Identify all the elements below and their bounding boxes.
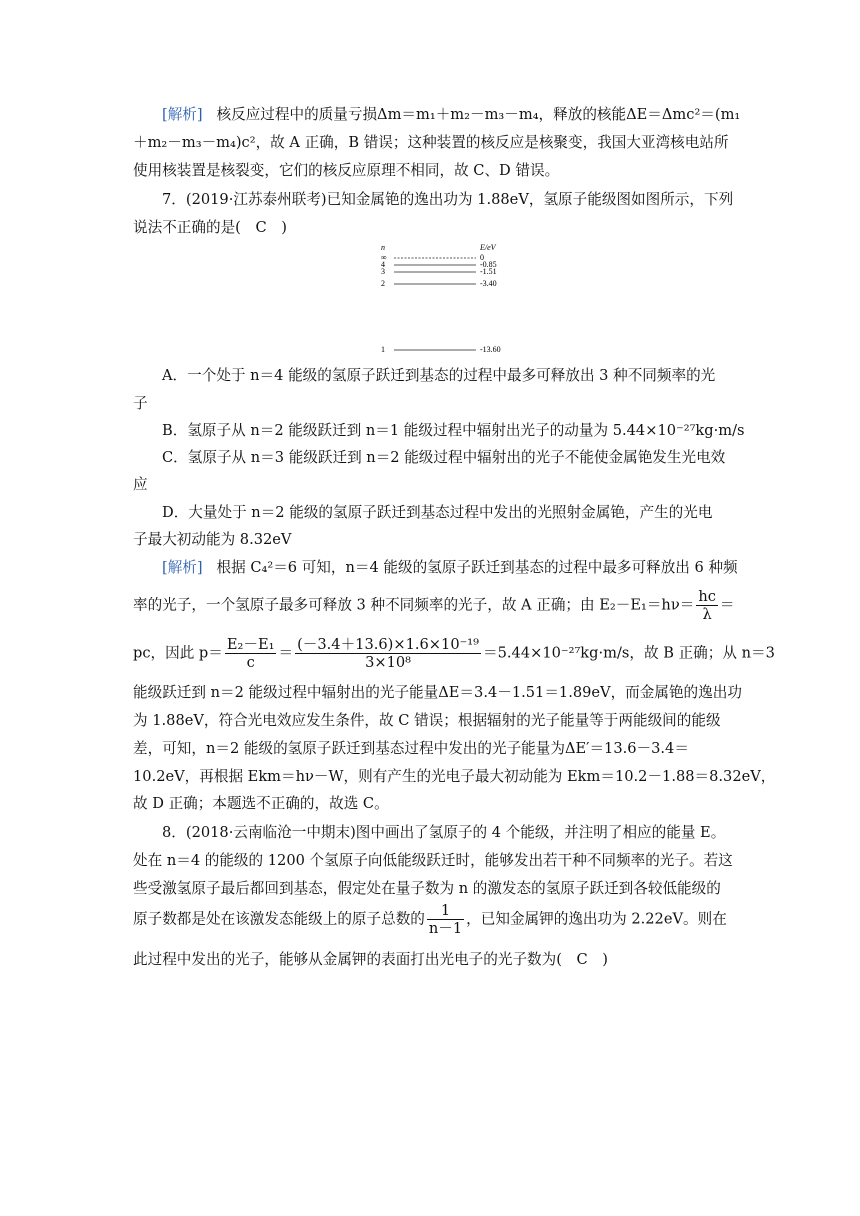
solution-line: 使用核装置是核裂变，它们的核反应原理不相同，故 C、D 错误。 [133, 162, 560, 179]
solution-text: 根据 C₄²＝6 可知，n＝4 能级的氢原子跃迁到基态的过程中最多可释放出 6 种频 [216, 559, 738, 576]
level-n-label: 2 [381, 279, 385, 288]
level-energy-label: -13.60 [480, 345, 501, 354]
energy-axis-label: E/eV [480, 243, 496, 252]
solution-line: 故 D 正确；本题选不正确的，故选 C。 [133, 795, 389, 812]
solution-line: 10.2eV，再根据 Ekm＝hν－W，则有产生的光电子最大初动能为 Ekm＝10.2－1.88＝8.32eV， [133, 768, 776, 785]
option-c: 应 [133, 476, 148, 493]
question-8-stem: 些受激氢原子最后都回到基态，假定处在量子数为 n 的激发态的氢原子跃迁到各较低能级的 [133, 880, 721, 897]
option-a: A．一个处于 n＝4 能级的氢原子跃迁到基态的过程中最多可释放出 3 种不同频率的光 [162, 367, 716, 384]
solution-line: 差，可知，n＝2 能级的氢原子跃迁到基态过程中发出的光子能量为ΔE′＝13.6－3.4＝ [133, 740, 689, 757]
question-8-stem: 8．(2018·云南临沧一中期末)图中画出了氢原子的 4 个能级，并注明了相应的能量 E。 [162, 824, 726, 841]
question-7-stem: 说法不正确的是( C ) [133, 219, 287, 236]
solution-text: ＝5.44×10⁻²⁷kg·m/s，故 B 正确；从 n＝3 [483, 644, 775, 662]
question-8-stem: 此过程中发出的光子，能够从金属钾的表面打出光电子的光子数为( C ) [133, 951, 608, 968]
option-d: 子最大初动能为 8.32eV [133, 531, 292, 548]
jiexi-tag: [解析] [162, 559, 203, 576]
fraction [696, 588, 718, 623]
question-8-stem: 处在 n＝4 的能级的 1200 个氢原子向低能级跃迁时，能够发出若干种不同频率的光子。若这 [133, 852, 733, 869]
energy-level-diagram [376, 240, 516, 360]
question-7-stem: 7．(2019·江苏泰州联考)已知金属铯的逸出功为 1.88eV，氢原子能级图如图所示，下列 [162, 191, 734, 208]
level-n-label: 3 [381, 267, 385, 276]
jiexi-tag: [解析] [162, 106, 203, 123]
solution-line: 能级跃迁到 n＝2 能级过程中辐射出的光子能量ΔE＝3.4－1.51＝1.89eV，而金属铯的逸出功 [133, 684, 742, 701]
solution-text: 率的光子，一个氢原子最多可释放 3 种不同频率的光子，故 A 正确；由 E₂－E₁＝hν＝ [133, 596, 695, 614]
fraction-numerator: 1 [427, 902, 464, 920]
fraction-numerator: E₂－E₁ [226, 636, 275, 653]
fraction [427, 902, 464, 937]
solution-line [133, 636, 775, 676]
solution-text: ＝ [278, 644, 294, 662]
solution-text: ＝ [719, 596, 735, 614]
option-a: 子 [133, 395, 148, 412]
fraction [225, 636, 277, 671]
option-d: D．大量处于 n＝2 能级的氢原子跃迁到基态过程中发出的光照射金属铯，产生的光电 [162, 504, 713, 521]
fraction-denominator: n－1 [428, 920, 463, 937]
question-8-stem [133, 902, 733, 946]
option-c: C．氢原子从 n＝3 能级跃迁到 n＝2 能级过程中辐射出的光子不能使金属铯发生光电效 [162, 449, 726, 466]
fraction-denominator: c [246, 654, 255, 671]
solution-text: 核反应过程中的质量亏损Δm＝m₁＋m₂－m₃－m₄，释放的核能ΔE＝Δmc²＝(m₁ [216, 106, 741, 123]
fraction-numerator: (－3.4＋13.6)×1.6×10⁻¹⁹ [297, 636, 480, 653]
level-energy-label: -0.85 [480, 260, 497, 269]
question-text: ，已知金属钾的逸出功为 2.22eV。则在 [466, 910, 727, 928]
level-n-label: 1 [381, 345, 385, 354]
level-energy-label: -1.51 [480, 267, 497, 276]
fraction-denominator: 3×10⁸ [365, 654, 412, 671]
solution-text: pc，因此 p＝ [133, 644, 223, 662]
fraction [295, 636, 481, 671]
option-b: B．氢原子从 n＝2 能级跃迁到 n＝1 能级过程中辐射出光子的动量为 5.44×10⁻²⁷kg·m/s [162, 422, 745, 439]
solution-line: 为 1.88eV，符合光电效应发生条件，故 C 错误；根据辐射的光子能量等于两能级间的能级 [133, 712, 721, 729]
level-n-label: 4 [381, 260, 385, 269]
level-n-label: ∞ [381, 253, 387, 262]
solution-line [162, 105, 762, 127]
solution-line [162, 558, 762, 580]
question-text: 原子数都是处在该激发态能级上的原子总数的 [133, 910, 425, 928]
level-energy-label: -3.40 [480, 279, 497, 288]
fraction-numerator: hc [698, 588, 716, 605]
n-axis-label: n [381, 243, 385, 252]
fraction-denominator: λ [702, 606, 712, 623]
level-energy-label: 0 [480, 253, 484, 262]
solution-line [133, 588, 733, 628]
solution-line: ＋m₂－m₃－m₄)c²，故 A 正确，B 错误；这种装置的核反应是核聚变，我国大亚湾核电站所 [133, 134, 729, 151]
